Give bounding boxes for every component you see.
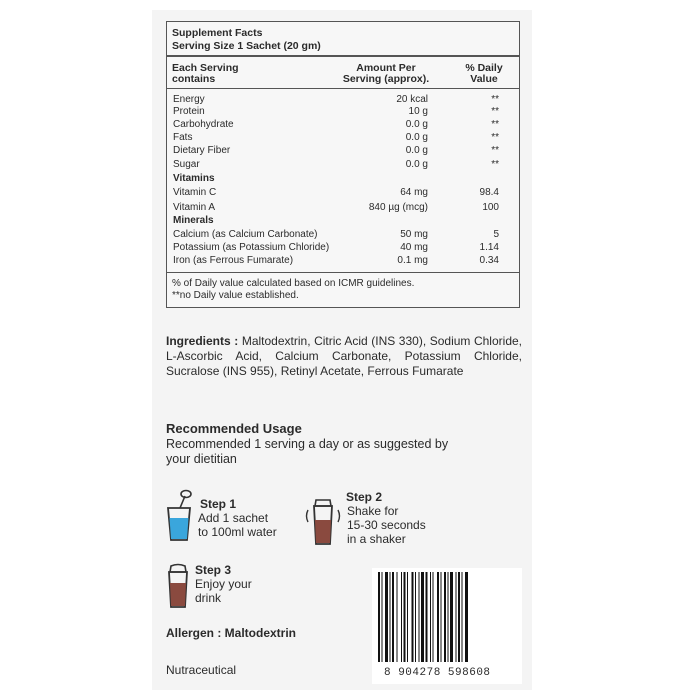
nutrient-name: Sugar (173, 159, 200, 170)
col-each-serving: Each Serving contains (172, 62, 239, 85)
step-1-text (198, 511, 277, 539)
nutrient-dv: ** (491, 132, 499, 143)
nutrient-amount: 0.0 g (405, 119, 428, 130)
footnote-no-dv: **no Daily value established. (172, 290, 299, 301)
table-row (173, 106, 513, 118)
nutrient-amount: 64 mg (400, 187, 428, 198)
table-row (173, 94, 513, 106)
nutrient-dv: 5 (493, 229, 499, 240)
recommended-usage-heading: Recommended Usage (166, 421, 302, 436)
nutrient-amount: 840 µg (mcg) (368, 202, 428, 213)
col-daily-value: % Daily Value (465, 62, 503, 85)
nutrient-name: Protein (173, 106, 205, 117)
table-row (173, 145, 513, 157)
barcode-number: 8 904278 598608 (384, 667, 491, 679)
step-3-line: Enjoy your (195, 577, 252, 591)
nutrient-dv: 98.4 (479, 187, 499, 198)
nutrient-dv: 0.34 (479, 255, 499, 266)
nutrient-dv: ** (491, 145, 499, 156)
nutrient-dv: ** (491, 159, 499, 170)
ingredients-text: Maltodextrin, Citric Acid (INS 330), Sodium Chloride, L-Ascorbic Acid, Calcium Carbonate, Potassium Chloride, Sucralose (INS 955), Retinyl Acetate, Ferrous Fumarate (166, 334, 522, 378)
title-text: Supplement Facts (172, 27, 263, 39)
nutrient-dv: ** (491, 106, 499, 117)
nutrient-amount: 0.0 g (405, 159, 428, 170)
nutrient-name: Vitamin C (173, 187, 217, 198)
serving-size: Serving Size 1 Sachet (20 gm) (172, 40, 321, 52)
table-row (173, 119, 513, 131)
glass-water-icon (164, 488, 194, 544)
step-3-line: drink (195, 591, 222, 605)
nutrient-dv: ** (491, 94, 499, 105)
minerals-heading: Minerals (173, 215, 214, 226)
vitamins-heading: Vitamins (173, 173, 215, 184)
nutrient-dv: ** (491, 119, 499, 130)
supplement-facts-title (172, 27, 321, 53)
nutrient-amount: 40 mg (400, 242, 428, 253)
step-2-title: Step 2 (346, 490, 383, 504)
nutrient-name: Energy (173, 94, 205, 105)
step-2-line: Shake for (347, 504, 399, 518)
recommended-usage-text: Recommended 1 serving a day or as suggested by your dietitian (166, 437, 449, 466)
nutrient-dv: 1.14 (479, 242, 499, 253)
shaker-icon (304, 494, 344, 546)
nutrient-amount: 50 mg (400, 229, 428, 240)
footnote-dv: % of Daily value calculated based on ICMR guidelines. (172, 278, 415, 289)
step-1-line: Add 1 sachet (198, 511, 269, 525)
table-row (173, 132, 513, 144)
nutrient-name: Vitamin A (173, 202, 216, 213)
step-3-title: Step 3 (195, 563, 232, 577)
table-row (173, 202, 513, 214)
supplement-facts-table (166, 21, 520, 308)
divider (167, 55, 519, 57)
step-1-line: to 100ml water (198, 525, 277, 539)
nutrient-name: Dietary Fiber (173, 145, 231, 156)
ingredients-block (166, 334, 522, 379)
step-3-text (195, 577, 252, 605)
nutrient-name: Fats (173, 132, 193, 143)
nutrient-amount: 0.1 mg (397, 255, 428, 266)
barcode-bars (372, 568, 522, 664)
step-2-text (347, 504, 426, 546)
category-label: Nutraceutical (166, 663, 237, 677)
table-row (173, 187, 513, 199)
shaker-bottle-icon (165, 563, 191, 609)
nutrient-amount: 0.0 g (405, 132, 428, 143)
nutrient-amount: 10 g (408, 106, 428, 117)
step-2-line: in a shaker (347, 532, 406, 546)
divider (167, 272, 519, 273)
table-row (173, 229, 513, 241)
nutrient-amount: 0.0 g (405, 145, 428, 156)
nutrient-name: Calcium (as Calcium Carbonate) (173, 229, 318, 240)
allergen-text: Allergen : Maltodextrin (166, 626, 297, 640)
nutrient-name: Potassium (as Potassium Chloride) (173, 242, 330, 253)
col-amount: Amount Per Serving (approx). (342, 62, 430, 85)
ingredients-label: Ingredients : (166, 334, 239, 348)
allergen-info (166, 626, 296, 640)
table-row (173, 242, 513, 254)
table-row (173, 159, 513, 171)
nutrient-amount: 20 kcal (396, 94, 428, 105)
divider (167, 88, 519, 89)
nutrient-name: Iron (as Ferrous Fumarate) (173, 255, 294, 266)
step-1-title: Step 1 (200, 497, 237, 511)
step-2-line: 15-30 seconds (347, 518, 426, 532)
nutrient-dv: 100 (482, 202, 499, 213)
nutrient-name: Carbohydrate (173, 119, 234, 130)
table-row (173, 255, 513, 267)
